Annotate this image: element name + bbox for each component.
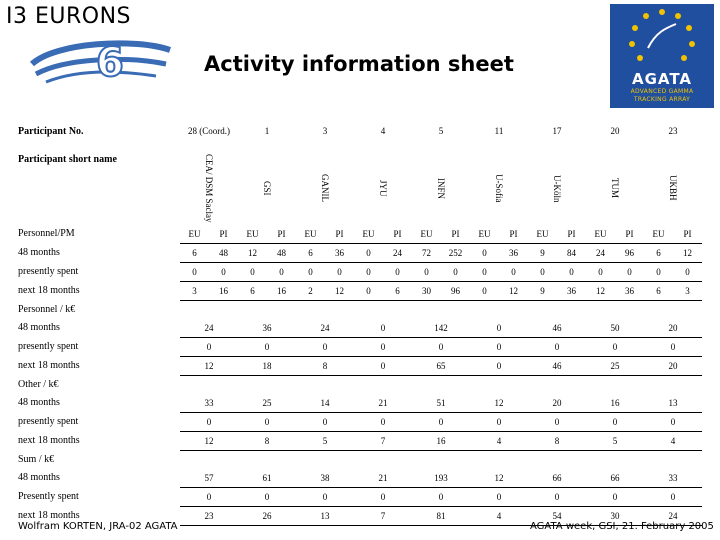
value-cell: 0 xyxy=(557,262,586,281)
value-cell: 12 xyxy=(180,356,238,375)
value-cell: 0 xyxy=(470,243,499,262)
value-cell: 8 xyxy=(238,431,296,450)
value-cell: 36 xyxy=(238,319,296,338)
participant-number: 11 xyxy=(494,126,504,136)
participant-name: INFN xyxy=(436,177,446,199)
participant-number: 4 xyxy=(380,126,386,136)
value-cell: 4 xyxy=(470,506,528,525)
value-cell: 7 xyxy=(354,506,412,525)
participant-name-row xyxy=(18,154,702,225)
group-header-row xyxy=(18,300,702,319)
value-cell: 21 xyxy=(354,394,412,413)
participant-name: UKBH xyxy=(668,175,679,201)
participant-number: 17 xyxy=(552,126,562,136)
footer-author: Wolfram KORTEN, JRA-02 AGATA xyxy=(18,521,178,532)
value-cell: 84 xyxy=(557,243,586,262)
value-cell: 3 xyxy=(180,281,209,300)
value-cell: 0 xyxy=(644,412,702,431)
participant-name: JYU xyxy=(378,179,388,197)
value-cell: 0 xyxy=(296,262,325,281)
participant-name-cell xyxy=(528,154,586,225)
group-row xyxy=(18,337,702,356)
eu-header: EU xyxy=(354,225,383,244)
group-row xyxy=(18,487,702,506)
eu-header: EU xyxy=(238,225,267,244)
participant-name: TUM xyxy=(610,178,621,199)
value-cell: 16 xyxy=(267,281,296,300)
participant-name-cell xyxy=(644,154,702,225)
value-cell: 24 xyxy=(180,319,238,338)
activity-table xyxy=(18,126,702,526)
value-cell: 0 xyxy=(238,487,296,506)
value-cell: 6 xyxy=(644,243,673,262)
value-cell: 16 xyxy=(209,281,238,300)
value-cell: 33 xyxy=(644,469,702,488)
value-cell: 12 xyxy=(470,394,528,413)
participant-number-label: Participant No. xyxy=(18,126,84,137)
group-row xyxy=(18,319,702,338)
value-cell: 66 xyxy=(528,469,586,488)
value-cell: 0 xyxy=(412,337,470,356)
group-row xyxy=(18,356,702,375)
value-cell: 6 xyxy=(238,281,267,300)
value-cell: 8 xyxy=(296,356,354,375)
value-cell: 24 xyxy=(296,319,354,338)
participant-number-row xyxy=(18,126,702,154)
value-cell: 0 xyxy=(615,262,644,281)
value-cell: 21 xyxy=(354,469,412,488)
eu-header: EU xyxy=(296,225,325,244)
participant-name: U-Sofia xyxy=(494,174,504,203)
value-cell: 13 xyxy=(296,506,354,525)
value-cell: 8 xyxy=(528,431,586,450)
value-cell: 6 xyxy=(180,243,209,262)
row-label: Presently spent xyxy=(18,491,79,502)
pi-header: PI xyxy=(673,225,702,244)
row-label: 48 months xyxy=(18,247,60,258)
value-cell: 25 xyxy=(238,394,296,413)
value-cell: 0 xyxy=(470,412,528,431)
value-cell: 0 xyxy=(470,337,528,356)
value-cell: 6 xyxy=(644,281,673,300)
row-label: presently spent xyxy=(18,416,79,427)
value-cell: 12 xyxy=(586,281,615,300)
value-cell: 23 xyxy=(180,506,238,525)
pi-header: PI xyxy=(383,225,412,244)
participant-name-cell xyxy=(470,154,528,225)
value-cell: 4 xyxy=(470,431,528,450)
value-cell: 0 xyxy=(180,412,238,431)
row-label: 48 months xyxy=(18,322,60,334)
value-cell: 0 xyxy=(528,412,586,431)
eu-header: EU xyxy=(586,225,615,244)
eu-header: EU xyxy=(528,225,557,244)
value-cell: 96 xyxy=(441,281,470,300)
agata-logo-name: AGATA xyxy=(631,70,693,88)
value-cell: 7 xyxy=(354,431,412,450)
group-row xyxy=(18,412,702,431)
fp6-logo xyxy=(26,30,176,86)
value-cell: 5 xyxy=(296,431,354,450)
value-cell: 0 xyxy=(209,262,238,281)
participant-name-label: Participant short name xyxy=(18,154,117,165)
value-cell: 20 xyxy=(528,394,586,413)
value-cell: 0 xyxy=(238,337,296,356)
participant-number: 3 xyxy=(322,126,328,136)
row-label: presently spent xyxy=(18,341,79,352)
row-label: next 18 months xyxy=(18,510,80,521)
eu-header: EU xyxy=(470,225,499,244)
value-cell: 9 xyxy=(528,243,557,262)
value-cell: 0 xyxy=(354,356,412,375)
row-label: presently spent xyxy=(18,266,79,277)
pm-row xyxy=(18,262,702,281)
value-cell: 0 xyxy=(528,487,586,506)
agata-logo-tagline-1: ADVANCED GAMMA xyxy=(630,88,694,95)
value-cell: 33 xyxy=(180,394,238,413)
pm-label: Personnel/PM xyxy=(18,228,75,240)
value-cell: 50 xyxy=(586,319,644,338)
value-cell: 0 xyxy=(354,337,412,356)
value-cell: 24 xyxy=(586,243,615,262)
brand-title: I3 EURONS xyxy=(6,4,132,29)
value-cell: 46 xyxy=(528,356,586,375)
value-cell: 72 xyxy=(412,243,441,262)
group-label: Other / k€ xyxy=(18,379,59,390)
group-row xyxy=(18,469,702,488)
value-cell: 13 xyxy=(644,394,702,413)
value-cell: 0 xyxy=(296,412,354,431)
value-cell: 0 xyxy=(470,281,499,300)
value-cell: 12 xyxy=(180,431,238,450)
page-title: Activity information sheet xyxy=(204,52,514,76)
value-cell: 0 xyxy=(586,337,644,356)
value-cell: 0 xyxy=(354,262,383,281)
value-cell: 0 xyxy=(354,412,412,431)
value-cell: 24 xyxy=(383,243,412,262)
value-cell: 51 xyxy=(412,394,470,413)
eu-header: EU xyxy=(644,225,673,244)
value-cell: 0 xyxy=(180,487,238,506)
value-cell: 18 xyxy=(238,356,296,375)
value-cell: 0 xyxy=(412,487,470,506)
value-cell: 12 xyxy=(673,243,702,262)
value-cell: 36 xyxy=(499,243,528,262)
value-cell: 0 xyxy=(180,337,238,356)
value-cell: 0 xyxy=(354,319,412,338)
value-cell: 9 xyxy=(528,281,557,300)
value-cell: 0 xyxy=(354,281,383,300)
agata-logo xyxy=(610,4,714,108)
value-cell: 0 xyxy=(296,487,354,506)
value-cell: 12 xyxy=(325,281,354,300)
value-cell: 38 xyxy=(296,469,354,488)
participant-name-cell xyxy=(412,154,470,225)
value-cell: 0 xyxy=(586,412,644,431)
fp6-logo-number: 6 xyxy=(96,40,124,86)
value-cell: 61 xyxy=(238,469,296,488)
value-cell: 0 xyxy=(528,262,557,281)
value-cell: 0 xyxy=(528,337,586,356)
participant-number: 20 xyxy=(610,126,620,136)
value-cell: 0 xyxy=(644,262,673,281)
value-cell: 96 xyxy=(615,243,644,262)
participant-number: 5 xyxy=(438,126,444,136)
value-cell: 30 xyxy=(412,281,441,300)
value-cell: 0 xyxy=(238,412,296,431)
value-cell: 48 xyxy=(209,243,238,262)
group-row xyxy=(18,431,702,450)
value-cell: 0 xyxy=(470,262,499,281)
value-cell: 6 xyxy=(296,243,325,262)
value-cell: 26 xyxy=(238,506,296,525)
value-cell: 0 xyxy=(441,262,470,281)
value-cell: 0 xyxy=(470,319,528,338)
value-cell: 12 xyxy=(238,243,267,262)
pm-row xyxy=(18,243,702,262)
value-cell: 0 xyxy=(296,337,354,356)
row-label: 48 months xyxy=(18,472,60,484)
eu-header: EU xyxy=(412,225,441,244)
value-cell: 0 xyxy=(470,356,528,375)
participant-name-cell xyxy=(180,154,238,225)
participant-number: 23 xyxy=(668,126,678,136)
pi-header: PI xyxy=(615,225,644,244)
value-cell: 65 xyxy=(412,356,470,375)
pi-header: PI xyxy=(209,225,238,244)
value-cell: 252 xyxy=(441,243,470,262)
group-header-row xyxy=(18,375,702,394)
value-cell: 20 xyxy=(644,356,702,375)
value-cell: 48 xyxy=(267,243,296,262)
group-label: Sum / k€ xyxy=(18,454,55,465)
participant-name: CEA/ DSM Saclay xyxy=(204,154,214,223)
value-cell: 2 xyxy=(296,281,325,300)
group-label: Personnel / k€ xyxy=(18,304,76,315)
value-cell: 0 xyxy=(354,243,383,262)
value-cell: 57 xyxy=(180,469,238,488)
value-cell: 46 xyxy=(528,319,586,338)
value-cell: 0 xyxy=(354,487,412,506)
row-label: next 18 months xyxy=(18,435,80,446)
value-cell: 36 xyxy=(557,281,586,300)
value-cell: 30 xyxy=(586,506,644,525)
value-cell: 0 xyxy=(412,262,441,281)
value-cell: 0 xyxy=(267,262,296,281)
pi-header: PI xyxy=(325,225,354,244)
value-cell: 0 xyxy=(470,487,528,506)
pi-header: PI xyxy=(557,225,586,244)
participant-name-cell xyxy=(238,154,296,225)
value-cell: 0 xyxy=(644,337,702,356)
value-cell: 0 xyxy=(586,487,644,506)
group-row xyxy=(18,394,702,413)
row-label: next 18 months xyxy=(18,360,80,371)
value-cell: 36 xyxy=(615,281,644,300)
value-cell: 0 xyxy=(673,262,702,281)
participant-name: U-Köln xyxy=(552,174,563,202)
value-cell: 12 xyxy=(499,281,528,300)
pm-header-row xyxy=(18,225,702,244)
eu-header: EU xyxy=(180,225,209,244)
value-cell: 0 xyxy=(499,262,528,281)
pi-header: PI xyxy=(441,225,470,244)
value-cell: 25 xyxy=(586,356,644,375)
participant-name-cell xyxy=(354,154,412,225)
value-cell: 16 xyxy=(586,394,644,413)
value-cell: 16 xyxy=(412,431,470,450)
star-ring-icon xyxy=(610,4,714,68)
value-cell: 0 xyxy=(180,262,209,281)
row-label: 48 months xyxy=(18,397,60,409)
group-header-row xyxy=(18,450,702,469)
value-cell: 81 xyxy=(412,506,470,525)
value-cell: 4 xyxy=(644,431,702,450)
participant-name: GSI xyxy=(262,180,272,196)
value-cell: 6 xyxy=(383,281,412,300)
value-cell: 0 xyxy=(238,262,267,281)
pm-row xyxy=(18,281,702,300)
value-cell: 0 xyxy=(325,262,354,281)
value-cell: 24 xyxy=(644,506,702,525)
value-cell: 5 xyxy=(586,431,644,450)
participant-name-cell xyxy=(586,154,644,225)
value-cell: 0 xyxy=(383,262,412,281)
footer-event: AGATA week, GSI, 21. February 2005 xyxy=(530,521,714,532)
participant-name: GANIL xyxy=(320,174,330,203)
value-cell: 0 xyxy=(644,487,702,506)
participant-number: 28 (Coord.) xyxy=(188,126,230,136)
participant-number: 1 xyxy=(264,126,270,136)
pi-header: PI xyxy=(499,225,528,244)
value-cell: 20 xyxy=(644,319,702,338)
value-cell: 3 xyxy=(673,281,702,300)
pi-header: PI xyxy=(267,225,296,244)
agata-logo-tagline-2: TRACKING ARRAY xyxy=(633,96,691,103)
row-label: next 18 months xyxy=(18,285,80,296)
value-cell: 54 xyxy=(528,506,586,525)
value-cell: 36 xyxy=(325,243,354,262)
value-cell: 0 xyxy=(586,262,615,281)
value-cell: 193 xyxy=(412,469,470,488)
value-cell: 66 xyxy=(586,469,644,488)
value-cell: 12 xyxy=(470,469,528,488)
value-cell: 142 xyxy=(412,319,470,338)
participant-name-cell xyxy=(296,154,354,225)
value-cell: 14 xyxy=(296,394,354,413)
value-cell: 0 xyxy=(412,412,470,431)
